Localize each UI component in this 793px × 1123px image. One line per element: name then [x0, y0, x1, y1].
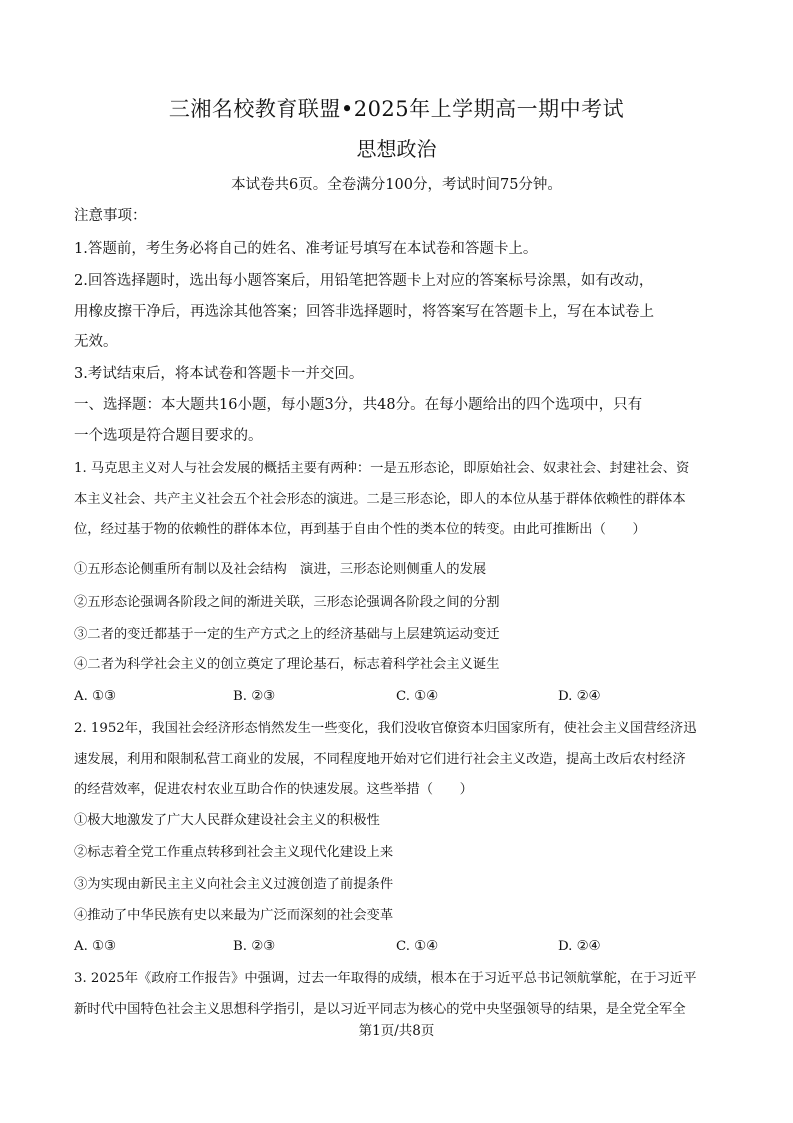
answer-option-c: C. ①④ [396, 689, 438, 704]
subject-title: 思想政治 [356, 137, 437, 161]
notes-heading: 注意事项： [74, 208, 147, 224]
question-stem: 2. 1952年，我国社会经济形态悄然发生一些变化，我们没收官僚资本归国家所有，使社会主义国营经济迅 [74, 721, 697, 736]
note-line: 用橡皮擦干净后，再选涂其他答案；回答非选择题时，将答案写在答题卡上，写在本试卷上 [74, 304, 654, 320]
question-stem: 新时代中国特色社会主义思想科学指引，是以习近平同志为核心的党中央坚强领导的结果，是全党全军全 [74, 1002, 686, 1017]
question-item: ③为实现由新民主主义向社会主义过渡创造了前提条件 [74, 877, 394, 892]
answer-option-c: C. ①④ [396, 939, 438, 954]
answer-option-b: B. ②③ [233, 689, 276, 704]
page-number: 第1页/共8页 [358, 1023, 435, 1039]
exam-title: 三湘名校教育联盟•2025年上学期高一期中考试 [168, 97, 625, 121]
note-line: 2.回答选择题时，选出每小题答案后，用铅笔把答题卡上对应的答案标号涂黑，如有改动， [74, 273, 654, 289]
question-stem: 3. 2025年《政府工作报告》中强调，过去一年取得的成绩，根本在于习近平总书记领航掌舵，在于习近平 [74, 971, 697, 986]
question-stem: 的经营效率，促进农村农业互助合作的快速发展。这些举措（ ） [74, 782, 473, 797]
question-stem: 速发展，利用和限制私营工商业的发展，不同程度地开始对它们进行社会主义改造，提高土改后农村经济 [74, 752, 686, 767]
section-heading: 一个选项是符合题目要求的。 [74, 428, 263, 444]
question-item: ①五形态论侧重所有制以及社会结构 演进，三形态论则侧重人的发展 [74, 562, 487, 577]
exam-intro: 本试卷共6页。全卷满分100分，考试时间75分钟。 [231, 177, 562, 193]
question-item: ④二者为科学社会主义的创立奠定了理论基石，标志着科学社会主义诞生 [74, 657, 500, 672]
answer-option-d: D. ②④ [558, 939, 601, 954]
question-item: ②标志着全党工作重点转移到社会主义现代化建设上来 [74, 845, 394, 860]
question-item: ④推动了中华民族有史以来最为广泛而深刻的社会变革 [74, 908, 394, 923]
question-stem: 1. 马克思主义对人与社会发展的概括主要有两种：一是五形态论，即原始社会、奴隶社会、封建社会、资 [74, 461, 690, 476]
answer-option-a: A. ①③ [74, 939, 116, 954]
question-stem: 位，经过基于物的依赖性的群体本位，再到基于自由个性的类本位的转变。由此可推断出（ ） [74, 522, 646, 537]
note-line: 1.答题前，考生务必将自己的姓名、准考证号填写在本试卷和答题卡上。 [74, 241, 538, 257]
note-line: 3.考试结束后，将本试卷和答题卡一并交回。 [74, 366, 364, 382]
question-item: ②五形态论强调各阶段之间的渐进关联，三形态论强调各阶段之间的分割 [74, 595, 500, 610]
note-line: 无效。 [74, 334, 118, 350]
question-stem: 本主义社会、共产主义社会五个社会形态的演进。二是三形态论，即人的本位从基于群体依赖性的群体本 [74, 492, 686, 507]
question-item: ③二者的变迁都基于一定的生产方式之上的经济基础与上层建筑运动变迁 [74, 627, 500, 642]
answer-option-b: B. ②③ [233, 939, 276, 954]
question-item: ①极大地激发了广大人民群众建设社会主义的积极性 [74, 813, 380, 828]
answer-option-d: D. ②④ [558, 689, 601, 704]
section-heading: 一、选择题：本大题共16小题，每小题3分，共48分。在每小题给出的四个选项中，只有 [74, 397, 643, 413]
answer-option-a: A. ①③ [74, 689, 116, 704]
